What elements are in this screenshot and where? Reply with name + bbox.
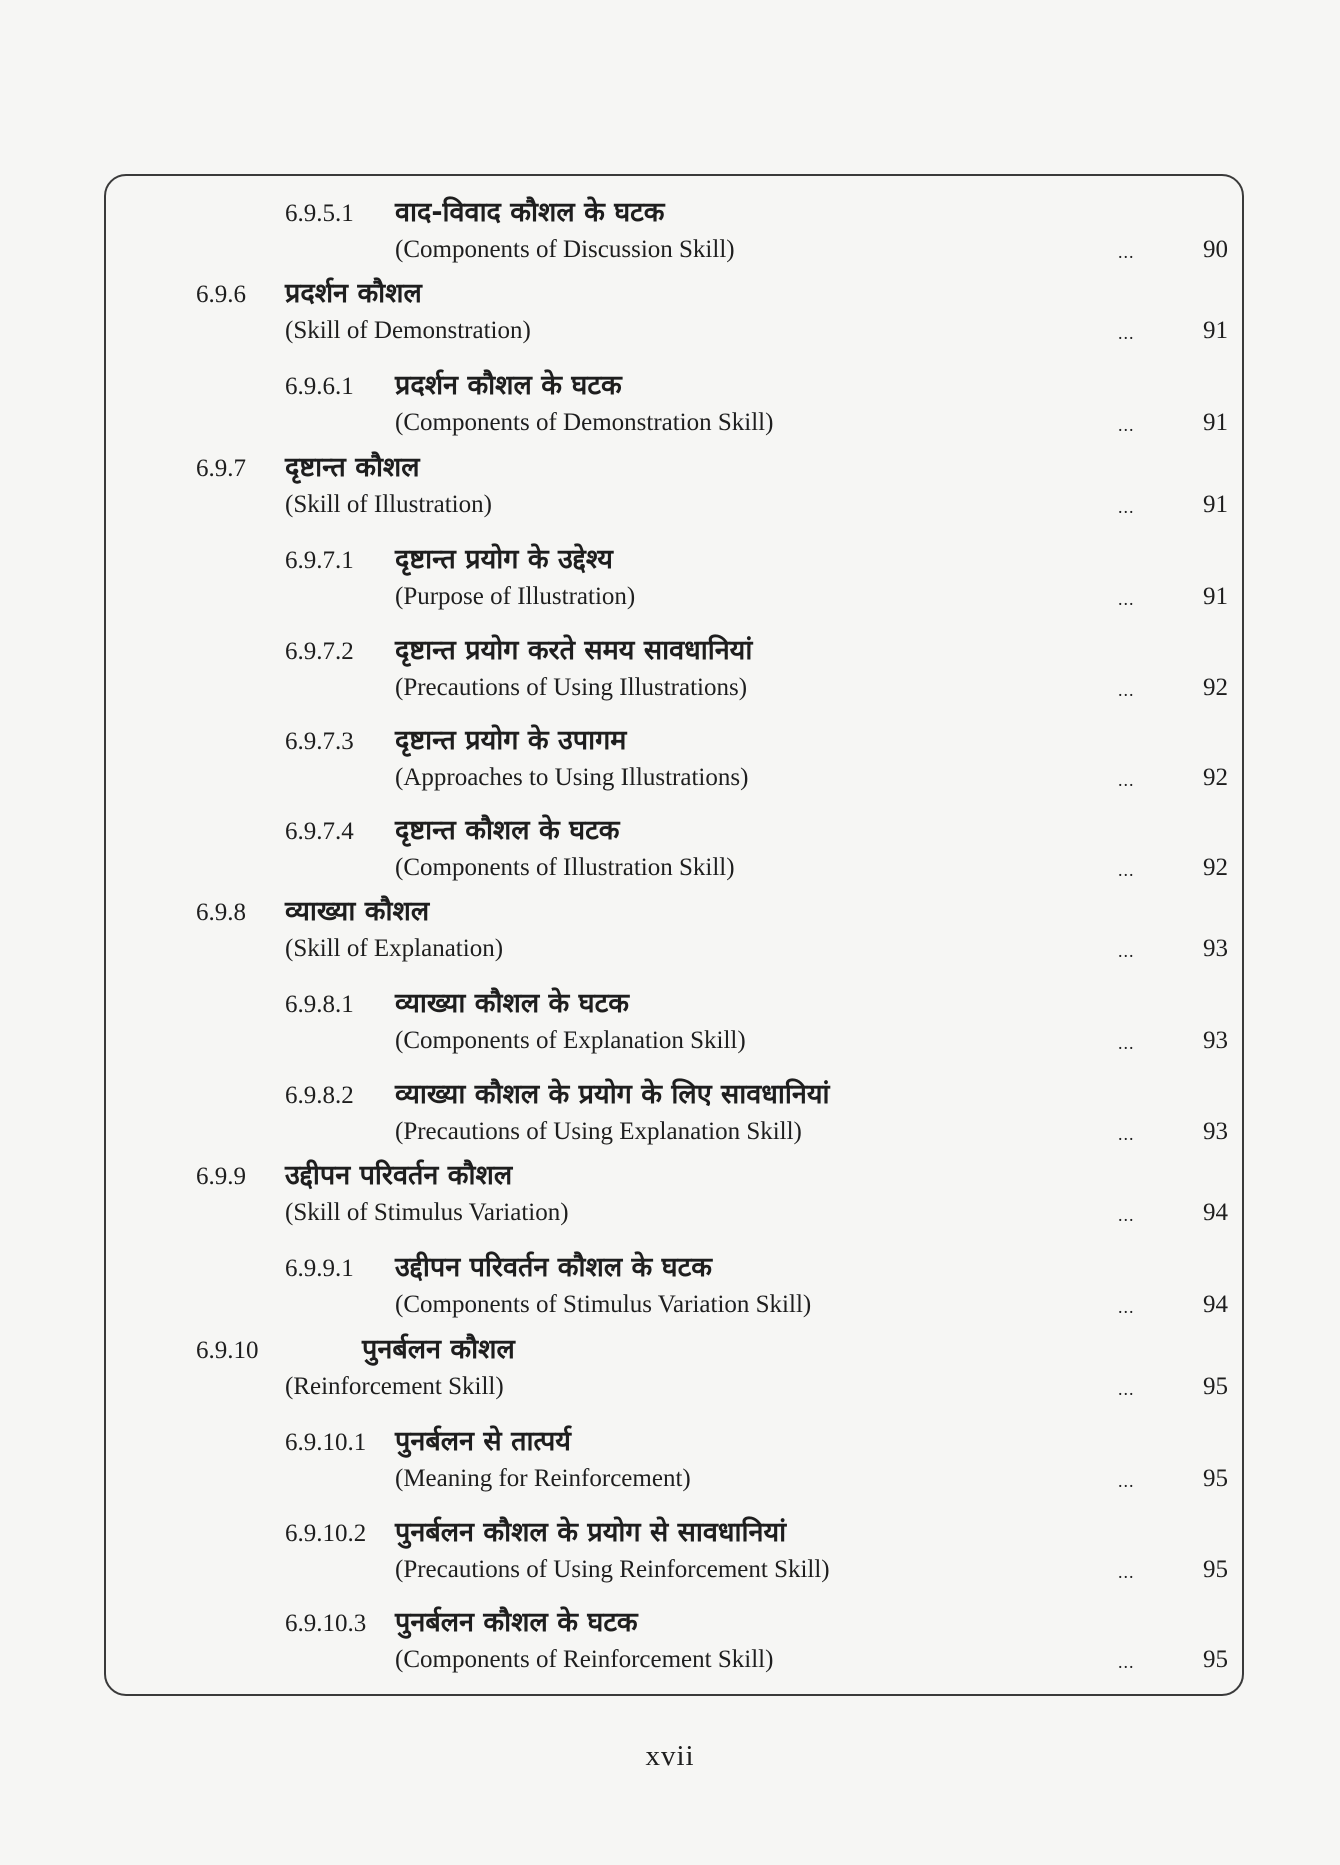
leader-dots: ... — [1118, 1471, 1135, 1491]
entry-number: 6.9.10 — [196, 1337, 259, 1364]
leader-dots: ... — [1118, 860, 1135, 880]
page-number: 91 — [1203, 317, 1228, 344]
entry-number: 6.9.7.2 — [285, 638, 354, 665]
leader-dots: ... — [1118, 941, 1135, 961]
toc-entry-6-9-9 — [0, 1155, 1340, 1237]
entry-title-english: (Precautions of Using Reinforcement Skill) — [395, 1556, 830, 1583]
entry-number: 6.9.7.1 — [285, 547, 354, 574]
entry-title-hindi: दृष्टान्त प्रयोग के उद्देश्य — [395, 544, 613, 575]
entry-title-english: (Skill of Explanation) — [285, 935, 504, 962]
entry-title-hindi: व्याख्या कौशल के प्रयोग के लिए सावधानियां — [395, 1079, 830, 1110]
entry-title-english: (Approaches to Using Illustrations) — [395, 764, 749, 791]
page-number: 94 — [1203, 1199, 1228, 1226]
page-number: 91 — [1203, 409, 1228, 436]
leader-dots: ... — [1118, 1205, 1135, 1225]
leader-dots: ... — [1118, 415, 1135, 435]
page-number: 93 — [1203, 1027, 1228, 1054]
page-number: 92 — [1203, 854, 1228, 881]
page-number: 90 — [1203, 236, 1228, 263]
entry-title-english: (Skill of Demonstration) — [285, 317, 531, 344]
toc-entry-6-9-10-3 — [0, 1602, 1340, 1684]
entry-title-english: (Skill of Stimulus Variation) — [285, 1199, 569, 1226]
leader-dots: ... — [1118, 323, 1135, 343]
entry-title-hindi: उद्दीपन परिवर्तन कौशल — [285, 1160, 513, 1191]
entry-number: 6.9.10.2 — [285, 1520, 367, 1547]
entry-title-hindi: प्रदर्शन कौशल — [285, 278, 422, 309]
entry-title-hindi: दृष्टान्त कौशल — [285, 452, 420, 483]
entry-title-hindi: पुनर्बलन कौशल के प्रयोग से सावधानियां — [395, 1517, 787, 1548]
leader-dots: ... — [1118, 1379, 1135, 1399]
toc-entry-6-9-7-1 — [0, 539, 1340, 621]
toc-entry-6-9-10-2 — [0, 1512, 1340, 1594]
page-number: 95 — [1203, 1556, 1228, 1583]
leader-dots: ... — [1118, 1033, 1135, 1053]
toc-entry-6-9-5-1 — [0, 192, 1340, 274]
toc-entry-6-9-8-2 — [0, 1074, 1340, 1156]
entry-title-english: (Precautions of Using Explanation Skill) — [395, 1118, 802, 1145]
toc-entry-6-9-6-1 — [0, 365, 1340, 447]
toc-entry-6-9-9-1 — [0, 1247, 1340, 1329]
entry-title-hindi: पुनर्बलन कौशल — [362, 1334, 515, 1365]
toc-entry-6-9-10-1 — [0, 1421, 1340, 1503]
page-number: 95 — [1203, 1373, 1228, 1400]
entry-title-hindi: दृष्टान्त प्रयोग करते समय सावधानियां — [395, 635, 753, 666]
toc-entry-6-9-7-4 — [0, 810, 1340, 892]
entry-title-english: (Components of Discussion Skill) — [395, 236, 735, 263]
entry-number: 6.9.6 — [196, 281, 246, 308]
page-number: 91 — [1203, 491, 1228, 518]
toc-entry-6-9-8-1 — [0, 983, 1340, 1065]
entry-title-hindi: प्रदर्शन कौशल के घटक — [395, 370, 622, 401]
entry-number: 6.9.7.4 — [285, 818, 354, 845]
page-number: 95 — [1203, 1465, 1228, 1492]
leader-dots: ... — [1118, 1562, 1135, 1582]
entry-title-english: (Precautions of Using Illustrations) — [395, 674, 748, 701]
page-number: 93 — [1203, 1118, 1228, 1145]
toc-entry-6-9-10 — [0, 1329, 1340, 1411]
entry-number: 6.9.10.3 — [285, 1610, 367, 1637]
entry-title-hindi: वाद-विवाद कौशल के घटक — [395, 197, 665, 228]
entry-title-hindi: दृष्टान्त प्रयोग के उपागम — [395, 725, 627, 756]
entry-title-english: (Reinforcement Skill) — [285, 1373, 504, 1400]
page-number: 94 — [1203, 1291, 1228, 1318]
page-number: 92 — [1203, 764, 1228, 791]
entry-title-english: (Components of Stimulus Variation Skill) — [395, 1291, 812, 1318]
entry-number: 6.9.10.1 — [285, 1429, 367, 1456]
leader-dots: ... — [1118, 1297, 1135, 1317]
entry-number: 6.9.9.1 — [285, 1255, 354, 1282]
toc-entry-6-9-7-3 — [0, 720, 1340, 802]
page-number: 93 — [1203, 935, 1228, 962]
entry-title-english: (Meaning for Reinforcement) — [395, 1465, 691, 1492]
toc-entry-6-9-8 — [0, 891, 1340, 973]
entry-title-hindi: व्याख्या कौशल — [285, 896, 430, 927]
toc-entry-6-9-7-2 — [0, 630, 1340, 712]
entry-title-hindi: दृष्टान्त कौशल के घटक — [395, 815, 620, 846]
page-number: 91 — [1203, 583, 1228, 610]
entry-number: 6.9.8 — [196, 899, 246, 926]
leader-dots: ... — [1118, 680, 1135, 700]
entry-title-hindi: पुनर्बलन से तात्पर्य — [395, 1426, 571, 1457]
entry-title-english: (Skill of Illustration) — [285, 491, 492, 518]
entry-number: 6.9.9 — [196, 1163, 246, 1190]
toc-entry-6-9-6 — [0, 273, 1340, 355]
page-number: 95 — [1203, 1646, 1228, 1673]
leader-dots: ... — [1118, 770, 1135, 790]
leader-dots: ... — [1118, 242, 1135, 262]
entry-title-english: (Purpose of Illustration) — [395, 583, 636, 610]
entry-number: 6.9.8.1 — [285, 991, 354, 1018]
entry-number: 6.9.6.1 — [285, 373, 354, 400]
page-number: 92 — [1203, 674, 1228, 701]
entry-title-hindi: व्याख्या कौशल के घटक — [395, 988, 629, 1019]
entry-title-hindi: पुनर्बलन कौशल के घटक — [395, 1607, 638, 1638]
toc-entry-6-9-7 — [0, 447, 1340, 529]
entry-number: 6.9.7 — [196, 455, 246, 482]
entry-title-english: (Components of Explanation Skill) — [395, 1027, 746, 1054]
entry-number: 6.9.8.2 — [285, 1082, 354, 1109]
entry-title-english: (Components of Reinforcement Skill) — [395, 1646, 774, 1673]
entry-title-english: (Components of Demonstration Skill) — [395, 409, 774, 436]
leader-dots: ... — [1118, 1124, 1135, 1144]
leader-dots: ... — [1118, 589, 1135, 609]
leader-dots: ... — [1118, 497, 1135, 517]
leader-dots: ... — [1118, 1652, 1135, 1672]
entry-title-hindi: उद्दीपन परिवर्तन कौशल के घटक — [395, 1252, 712, 1283]
entry-title-english: (Components of Illustration Skill) — [395, 854, 735, 881]
entry-number: 6.9.5.1 — [285, 200, 354, 227]
entry-number: 6.9.7.3 — [285, 728, 354, 755]
page-folio: xvii — [645, 1740, 695, 1772]
